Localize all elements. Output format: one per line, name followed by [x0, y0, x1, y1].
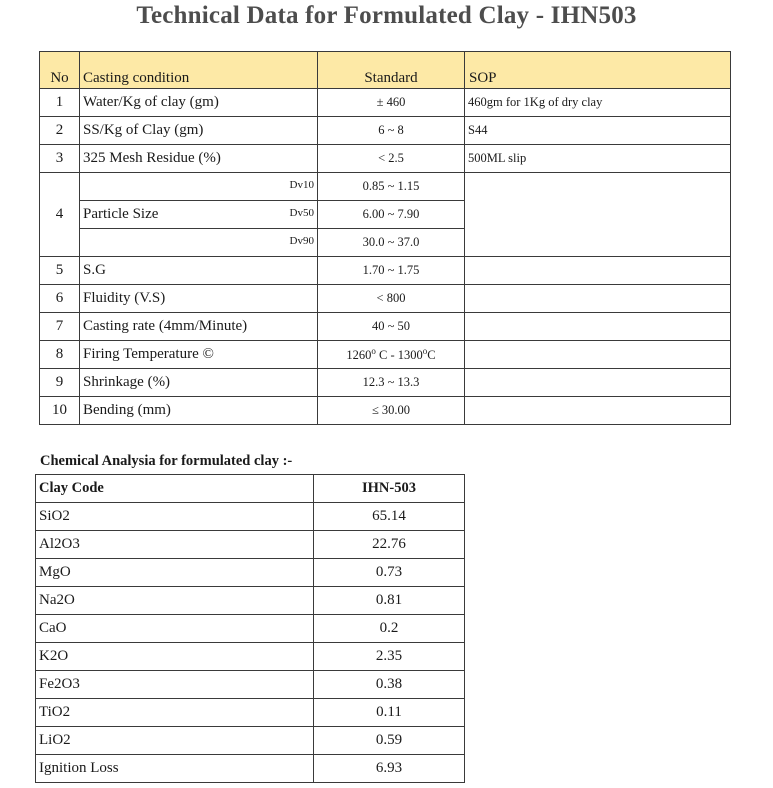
casting-table-header: [40, 52, 731, 89]
particle-dv90-cell: [80, 229, 318, 257]
table-row: [36, 671, 465, 699]
table-row: [36, 559, 465, 587]
row-no: 6: [40, 285, 80, 313]
compound-value: 0.81: [314, 587, 465, 615]
firing-start-temp: 1260: [346, 348, 372, 362]
chemical-table-header: [36, 475, 465, 503]
row-condition: Shrinkage (%): [80, 369, 318, 397]
row-standard: 40 ~ 50: [318, 313, 465, 341]
table-row: [40, 369, 731, 397]
table-row: [40, 397, 731, 425]
firing-end-unit: C: [427, 348, 436, 362]
row-no: 10: [40, 397, 80, 425]
row-condition: Bending (mm): [80, 397, 318, 425]
dv10-label: Dv10: [289, 179, 314, 191]
header-sop: SOP: [465, 52, 731, 89]
particle-size-row: [40, 173, 731, 201]
table-row: [40, 145, 731, 173]
row-sop: [465, 257, 731, 285]
row-standard: 12.3 ~ 13.3: [318, 369, 465, 397]
table-row: [40, 257, 731, 285]
table-row: [36, 587, 465, 615]
casting-table: [39, 51, 731, 425]
compound-name: Fe2O3: [36, 671, 314, 699]
row-standard: < 2.5: [318, 145, 465, 173]
row-sop: [465, 369, 731, 397]
compound-name: CaO: [36, 615, 314, 643]
compound-value: 0.38: [314, 671, 465, 699]
header-clay-value: IHN-503: [314, 475, 465, 503]
compound-name: Ignition Loss: [36, 755, 314, 783]
row-condition: 325 Mesh Residue (%): [80, 145, 318, 173]
row-no: 9: [40, 369, 80, 397]
table-row: [40, 117, 731, 145]
row-standard: ≤ 30.00: [318, 397, 465, 425]
row-sop: 460gm for 1Kg of dry clay: [465, 89, 731, 117]
row-standard: 6 ~ 8: [318, 117, 465, 145]
dv90-standard: 30.0 ~ 37.0: [318, 229, 465, 257]
compound-value: 22.76: [314, 531, 465, 559]
row-sop: [465, 397, 731, 425]
row-condition: Water/Kg of clay (gm): [80, 89, 318, 117]
dv10-standard: 0.85 ~ 1.15: [318, 173, 465, 201]
row-condition: Casting rate (4mm/Minute): [80, 313, 318, 341]
compound-name: MgO: [36, 559, 314, 587]
row-standard: ± 460: [318, 89, 465, 117]
compound-value: 0.59: [314, 727, 465, 755]
row-no: 8: [40, 341, 80, 369]
row-no: 2: [40, 117, 80, 145]
row-condition: S.G: [80, 257, 318, 285]
compound-value: 0.11: [314, 699, 465, 727]
row-sop: [465, 313, 731, 341]
compound-value: 2.35: [314, 643, 465, 671]
row-sop: S44: [465, 117, 731, 145]
row-no: 5: [40, 257, 80, 285]
dv90-label: Dv90: [289, 235, 314, 247]
row-condition: Firing Temperature ©: [80, 341, 318, 369]
header-standard: Standard: [318, 52, 465, 89]
dv50-standard: 6.00 ~ 7.90: [318, 201, 465, 229]
particle-dv10-cell: [80, 173, 318, 201]
table-row: [36, 643, 465, 671]
particle-dv50-cell: [80, 201, 318, 229]
firing-mid-text: C - 1300: [379, 348, 423, 362]
row-standard: 1.70 ~ 1.75: [318, 257, 465, 285]
chemical-analysis-table: [35, 474, 465, 783]
table-row: [36, 503, 465, 531]
compound-name: Al2O3: [36, 531, 314, 559]
compound-value: 6.93: [314, 755, 465, 783]
table-row: [36, 531, 465, 559]
row-no: 4: [40, 173, 80, 257]
degree-mark: o: [371, 346, 376, 356]
row-no: 1: [40, 89, 80, 117]
compound-value: 0.73: [314, 559, 465, 587]
row-condition: SS/Kg of Clay (gm): [80, 117, 318, 145]
compound-name: LiO2: [36, 727, 314, 755]
firing-temperature-standard: [318, 341, 465, 369]
row-sop: [465, 341, 731, 369]
compound-name: SiO2: [36, 503, 314, 531]
document-title: Technical Data for Formulated Clay - IHN503: [136, 2, 637, 29]
header-no: No: [40, 52, 80, 89]
table-row: [40, 285, 731, 313]
chemical-analysis-title: Chemical Analysia for formulated clay :-: [40, 453, 293, 469]
row-condition: Fluidity (V.S): [80, 285, 318, 313]
degree-mark: o: [422, 346, 428, 356]
particle-sop: [465, 173, 731, 257]
row-no: 3: [40, 145, 80, 173]
dv50-label: Dv50: [289, 207, 314, 219]
compound-name: Na2O: [36, 587, 314, 615]
table-row: [36, 615, 465, 643]
compound-name: K2O: [36, 643, 314, 671]
row-sop: [465, 285, 731, 313]
table-row: [40, 89, 731, 117]
compound-value: 0.2: [314, 615, 465, 643]
row-standard: < 800: [318, 285, 465, 313]
compound-value: 65.14: [314, 503, 465, 531]
table-row: [40, 341, 731, 369]
compound-name: TiO2: [36, 699, 314, 727]
row-no: 7: [40, 313, 80, 341]
header-casting-condition: Casting condition: [80, 52, 318, 89]
particle-size-label: Particle Size: [83, 206, 159, 222]
table-row: [36, 699, 465, 727]
row-sop: 500ML slip: [465, 145, 731, 173]
header-clay-code: Clay Code: [36, 475, 314, 503]
table-row: [40, 313, 731, 341]
table-row: [36, 755, 465, 783]
table-row: [36, 727, 465, 755]
